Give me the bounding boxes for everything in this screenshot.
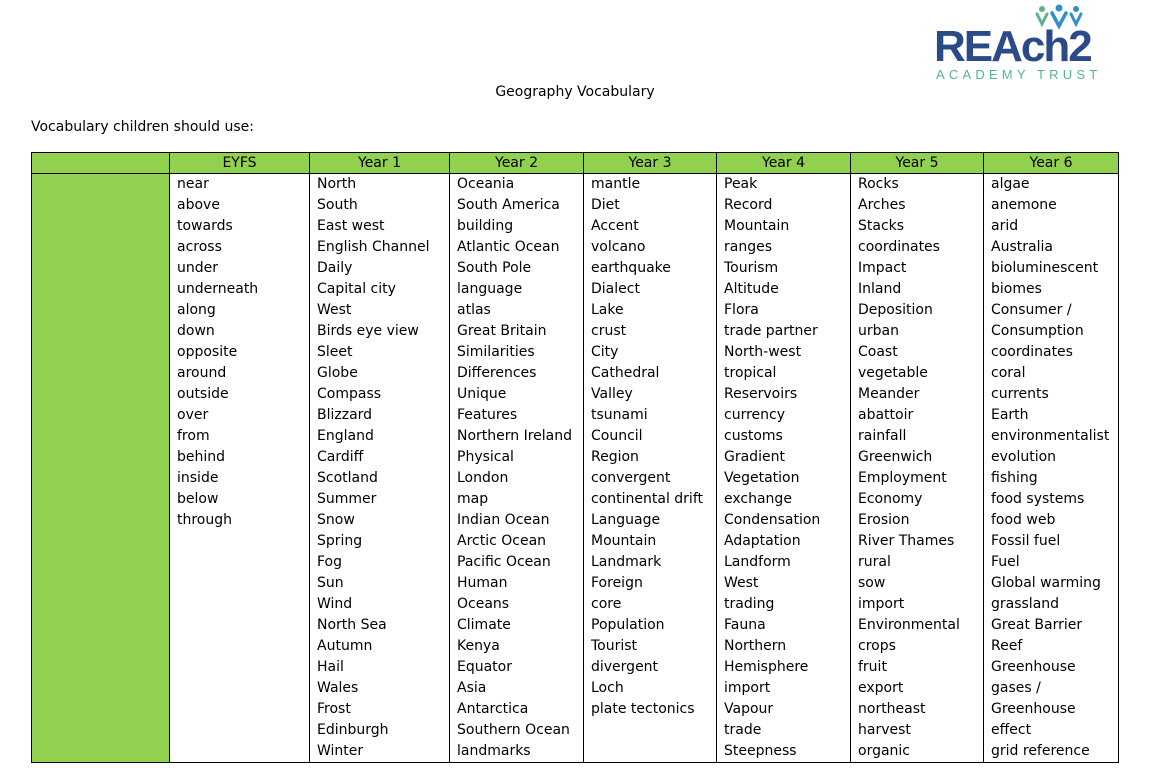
vocab-word: Fossil fuel [991,533,1061,549]
vocab-word: fishing [991,470,1038,486]
vocab-word: Inland [858,281,902,297]
vocab-word: Landmark [591,554,662,570]
vocab-word: Reservoirs [724,386,798,402]
vocab-word: Differences [457,365,537,381]
vocab-word: biomes [991,281,1042,297]
year-6-word-list [984,174,1118,762]
vocab-word: Record [724,197,773,213]
header-year-4: Year 4 [717,153,851,174]
year-5-cell [851,174,984,763]
vocab-word: food web [991,512,1056,528]
vocab-word: Indian Ocean [457,512,550,528]
vocab-word: Rocks [858,176,899,192]
vocab-word: Erosion [858,512,910,528]
vocab-word: Tourist [591,638,638,654]
year-1-cell [310,174,450,763]
header-year-6: Year 6 [984,153,1119,174]
vocab-word: Mountain [591,533,657,549]
vocab-word: crops [858,638,896,654]
vocab-word: Equator [457,659,512,675]
vocab-word: atlas [457,302,491,318]
vocab-word: opposite [177,344,238,360]
vocab-word: London [457,470,509,486]
eyfs-cell [170,174,310,763]
vocab-word: Loch [591,680,624,696]
vocab-word: below [177,491,219,507]
vocab-word: Pacific Ocean [457,554,551,570]
vocab-word: Impact [858,260,907,276]
vocab-word: convergent [591,470,671,486]
vocab-word: Flora [724,302,759,318]
vocab-word: Coast [858,344,898,360]
vocabulary-table [31,152,1119,763]
vocab-word: divergent [591,659,659,675]
vocab-word: Great Britain [457,323,547,339]
vocab-word: grid reference [991,743,1090,759]
vocab-word: Oceans [457,596,510,612]
vocab-word: Frost [317,701,351,717]
vocab-word: Consumer / [991,302,1072,318]
vocab-word: trade [724,722,762,738]
vocab-word: language [457,281,523,297]
table-header-row [32,153,1119,174]
vocab-word: West [317,302,352,318]
vocab-word: northeast [858,701,926,717]
header-year-3: Year 3 [584,153,717,174]
vocab-word: currents [991,386,1049,402]
year-4-cell [717,174,851,763]
vocab-word: Oceania [457,176,515,192]
vocab-word: organic [858,743,911,759]
vocab-word: Population [591,617,665,633]
vocab-word: tsunami [591,407,648,423]
vocab-word: England [317,428,374,444]
vocab-word: Vapour [724,701,774,717]
vocab-word: harvest [858,722,911,738]
vocab-word: coordinates [858,239,940,255]
vocab-word: sow [858,575,886,591]
vocab-word: English Channel [317,239,430,255]
vocab-word: ranges [724,239,773,255]
vocab-word: Northern [724,638,787,654]
vocab-word: Unique [457,386,507,402]
vocab-word: North Sea [317,617,387,633]
vocab-word: along [177,302,216,318]
vocab-word: anemone [991,197,1057,213]
vocab-word: across [177,239,222,255]
vocab-word: crust [591,323,627,339]
vocab-word: Sun [317,575,344,591]
vocab-word: landmarks [457,743,531,759]
vocab-word: Greenhouse [991,701,1076,717]
vocab-word: South America [457,197,560,213]
vocab-word: earthquake [591,260,671,276]
vocab-word: River Thames [858,533,955,549]
vocab-word: North [317,176,357,192]
reach2-logo [934,4,1118,82]
vocab-word: Australia [991,239,1053,255]
vocab-word: Adaptation [724,533,801,549]
vocab-word: coral [991,365,1026,381]
vocab-word: trade partner [724,323,818,339]
vocab-word: Human [457,575,508,591]
vocab-word: Blizzard [317,407,373,423]
vocab-word: Mountain [724,218,790,234]
vocab-word: Autumn [317,638,373,654]
page-title: Geography Vocabulary [495,84,655,100]
vocab-word: Global warming [991,575,1101,591]
vocab-word: algae [991,176,1030,192]
vocab-word: urban [858,323,899,339]
vocab-word: Spring [317,533,363,549]
vocab-word: vegetable [858,365,928,381]
vocab-word: continental drift [591,491,703,507]
vocab-word: Scotland [317,470,378,486]
vocab-word: customs [724,428,783,444]
vocab-word: Employment [858,470,947,486]
vocab-word: rainfall [858,428,907,444]
vocab-word: Valley [591,386,633,402]
vocab-word: Antarctica [457,701,529,717]
vocab-word: Globe [317,365,358,381]
vocab-word: Landform [724,554,791,570]
vocab-word: Edinburgh [317,722,389,738]
vocab-word: Atlantic Ocean [457,239,560,255]
vocab-word: map [457,491,489,507]
vocab-word: Greenhouse [991,659,1076,675]
vocab-word: Fuel [991,554,1020,570]
vocab-word: Tourism [724,260,779,276]
intro-text: Vocabulary children should use: [31,119,255,135]
vocab-word: Steepness [724,743,797,759]
vocab-word: Asia [457,680,487,696]
vocab-word: Accent [591,218,639,234]
vocab-word: mantle [591,176,641,192]
vocab-word: Cathedral [591,365,660,381]
vocab-word: Cardiff [317,449,364,465]
vocab-word: Capital city [317,281,396,297]
vocab-word: Consumption [991,323,1084,339]
vocab-word: East west [317,218,385,234]
year-2-word-list [450,174,583,762]
vocab-word: Birds eye view [317,323,419,339]
vocab-word: behind [177,449,226,465]
table-row [32,174,1119,763]
vocab-word: outside [177,386,229,402]
vocab-word: Stacks [858,218,905,234]
vocab-word: above [177,197,220,213]
vocab-word: Condensation [724,512,821,528]
vocab-word: Features [457,407,518,423]
vocab-word: import [724,680,771,696]
vocab-word: Snow [317,512,355,528]
vocab-word: Climate [457,617,511,633]
vocab-word: from [177,428,210,444]
vocab-word: Earth [991,407,1029,423]
vocab-word: Great Barrier [991,617,1083,633]
vocab-word: Daily [317,260,353,276]
vocab-word: Compass [317,386,382,402]
vocab-word: fruit [858,659,887,675]
vocab-word: Southern Ocean [457,722,570,738]
year-5-word-list [851,174,983,762]
vocab-word: underneath [177,281,259,297]
vocab-word: abattoir [858,407,914,423]
vocab-word: Meander [858,386,920,402]
vocab-word: Altitude [724,281,779,297]
vocab-word: export [858,680,904,696]
vocab-word: grassland [991,596,1060,612]
vocab-word: Language [591,512,661,528]
vocab-word: Peak [724,176,758,192]
vocab-word: tropical [724,365,777,381]
header-year-2: Year 2 [450,153,584,174]
vocab-word: Reef [991,638,1023,654]
vocab-word: South Pole [457,260,532,276]
vocab-word: Fauna [724,617,766,633]
vocab-word: inside [177,470,219,486]
vocab-word: volcano [591,239,646,255]
vocab-word: evolution [991,449,1057,465]
vocab-word: down [177,323,215,339]
vocab-word: currency [724,407,785,423]
row-label-cell [32,174,170,763]
vocab-word: Northern Ireland [457,428,573,444]
vocab-word: Environmental [858,617,960,633]
header-eyfs: EYFS [170,153,310,174]
vocab-word: Diet [591,197,620,213]
year-4-word-list [717,174,850,762]
logo-wordmark: REAch2 [934,22,1091,71]
vocab-word: Deposition [858,302,933,318]
vocab-word: Council [591,428,643,444]
vocab-word: rural [858,554,891,570]
vocab-word: Region [591,449,639,465]
year-3-cell [584,174,717,763]
vocab-word: South [317,197,358,213]
vocab-word: effect [991,722,1032,738]
vocab-word: core [591,596,622,612]
vocab-word: food systems [991,491,1085,507]
vocab-word: trading [724,596,775,612]
vocab-word: Fog [317,554,343,570]
vocab-word: coordinates [991,344,1073,360]
vocab-word: Summer [317,491,377,507]
vocab-word: environmentalist [991,428,1110,444]
vocab-word: gases / [991,680,1041,696]
vocab-word: Vegetation [724,470,800,486]
vocab-word: West [724,575,759,591]
vocab-word: Foreign [591,575,643,591]
vocab-word: Wales [317,680,359,696]
vocab-word: building [457,218,514,234]
vocab-word: Hail [317,659,344,675]
header-year-1: Year 1 [310,153,450,174]
vocab-word: Winter [317,743,364,759]
header-year-5: Year 5 [851,153,984,174]
eyfs-word-list [170,174,309,531]
vocab-word: through [177,512,233,528]
vocab-word: Gradient [724,449,785,465]
vocab-word: Greenwich [858,449,933,465]
vocab-word: Similarities [457,344,535,360]
vocab-word: Wind [317,596,353,612]
year-6-cell [984,174,1119,763]
vocab-word: arid [991,218,1019,234]
vocab-word: Hemisphere [724,659,809,675]
vocab-word: Sleet [317,344,353,360]
vocab-word: Arctic Ocean [457,533,547,549]
vocab-word: over [177,407,209,423]
vocab-word: near [177,176,209,192]
vocab-word: plate tectonics [591,701,695,717]
logo-subtext: ACADEMY TRUST [936,67,1102,82]
year-2-cell [450,174,584,763]
vocab-word: Economy [858,491,923,507]
vocab-word: Dialect [591,281,640,297]
vocab-word: Lake [591,302,624,318]
vocab-word: import [858,596,905,612]
vocab-word: bioluminescent [991,260,1099,276]
year-3-word-list [584,174,716,720]
vocab-word: Arches [858,197,906,213]
vocab-word: under [177,260,219,276]
vocab-word: around [177,365,227,381]
vocab-word: Physical [457,449,514,465]
header-blank [32,153,170,174]
vocab-word: towards [177,218,233,234]
year-1-word-list [310,174,449,762]
vocab-word: Kenya [457,638,500,654]
vocab-word: City [591,344,619,360]
vocab-word: exchange [724,491,792,507]
vocab-word: North-west [724,344,802,360]
